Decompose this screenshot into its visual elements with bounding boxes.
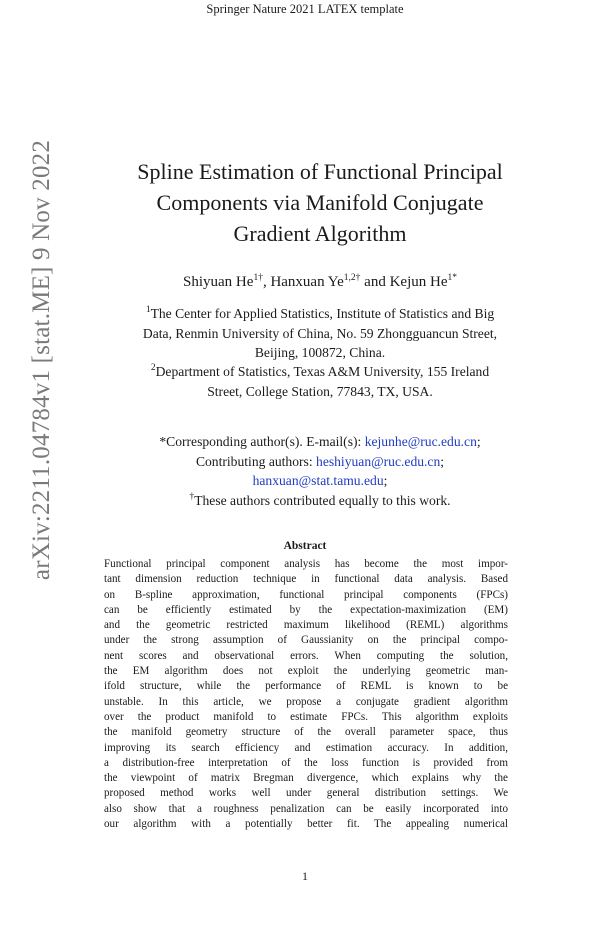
contributing-email-link[interactable]: heshiyuan@ruc.edu.cn bbox=[316, 453, 441, 469]
title-line: Gradient Algorithm bbox=[233, 221, 407, 246]
abstract-line: unstable. In this article, we propose a conjugate gradient algorithm bbox=[104, 695, 508, 708]
equal-contribution-note: These authors contributed equally to this work. bbox=[194, 492, 451, 508]
separator: ; bbox=[383, 473, 388, 488]
paper-title bbox=[80, 156, 560, 249]
abstract-line: improving its search efficiency and estimation accuracy. In addition, bbox=[104, 741, 508, 754]
abstract-line: over the product manifold to estimate FPCs. This algorithm exploits bbox=[104, 710, 508, 723]
corresponding-label: *Corresponding author(s). E-mail(s): bbox=[159, 434, 365, 449]
separator: ; bbox=[440, 453, 445, 469]
abstract-line: and the geometric restricted maximum likelihood (REML) algorithms bbox=[104, 619, 508, 632]
author-list bbox=[80, 272, 560, 292]
contact-block bbox=[80, 432, 560, 510]
abstract-line: under the strong assumption of Gaussianity on the principal compo- bbox=[104, 634, 508, 647]
abstract-line: Functional principal component analysis has become the most impor- bbox=[104, 558, 508, 570]
abstract-heading: Abstract bbox=[283, 540, 327, 552]
author-separator: and bbox=[360, 274, 390, 290]
affiliation-mark: 1 bbox=[145, 305, 151, 315]
affiliation-line: Department of Statistics, Texas A&M University, 155 Ireland bbox=[155, 364, 490, 379]
abstract-line: nent scores and observational errors. When computing the solution, bbox=[104, 649, 508, 662]
author-marks: 1* bbox=[447, 273, 457, 283]
affiliation-line: Data, Renmin University of China, No. 59 Zhongguancun Street, bbox=[142, 325, 498, 341]
author-separator: , bbox=[262, 274, 271, 290]
contributing-label: Contributing authors: bbox=[195, 453, 317, 469]
abstract-line: can be efficiently estimated by the expectation-maximization (EM) bbox=[104, 603, 508, 616]
arxiv-identifier: arXiv:2211.04784v1 [stat.ME] 9 Nov 2022 bbox=[28, 139, 56, 581]
equal-contribution-mark: † bbox=[189, 491, 195, 502]
abstract-line: tant dimension reduction technique in functional data analysis. Based bbox=[104, 573, 508, 586]
author-name: Hanxuan Ye bbox=[270, 274, 344, 290]
abstract-line: the EM algorithm does not exploit the underlying geometric man- bbox=[104, 665, 508, 678]
running-head: Springer Nature 2021 LATEX template bbox=[206, 2, 404, 16]
abstract-line: the manifold geometry structure of the overall parameter space, thus bbox=[104, 726, 508, 739]
title-line: Components via Manifold Conjugate bbox=[156, 190, 484, 215]
affiliation-mark: 2 bbox=[150, 363, 156, 373]
abstract-body bbox=[104, 557, 508, 832]
affiliation-line: Street, College Station, 77843, TX, USA. bbox=[207, 383, 433, 399]
contributing-email-link[interactable]: hanxuan@stat.tamu.edu bbox=[252, 473, 384, 488]
separator: ; bbox=[476, 434, 481, 449]
author-name: Shiyuan He bbox=[183, 274, 254, 290]
author-marks: 1† bbox=[253, 273, 263, 283]
corresponding-email-link[interactable]: kejunhe@ruc.edu.cn bbox=[364, 434, 477, 449]
abstract-line: proposed method works well under general distribution settings. We bbox=[104, 787, 508, 800]
abstract-line: the viewpoint of matrix Bregman divergence, which explains why the bbox=[104, 772, 508, 785]
abstract-line: our algorithm with a potentially better fit. The appealing numerical bbox=[104, 818, 508, 831]
author-name: Kejun He bbox=[389, 274, 448, 290]
author-marks: 1,2† bbox=[343, 273, 361, 283]
title-line: Spline Estimation of Functional Principal bbox=[137, 159, 503, 184]
abstract-line: on B-spline approximation, functional principal components (FPCs) bbox=[104, 588, 508, 601]
affiliation-line: Beijing, 100872, China. bbox=[254, 345, 386, 360]
abstract-line: also show that a roughness penalization can be easily incorporated into bbox=[104, 802, 508, 815]
abstract-line: ifold structure, while the performance of REML is known to be bbox=[104, 680, 508, 693]
page-number: 1 bbox=[302, 869, 308, 883]
affiliation-line: The Center for Applied Statistics, Institute of Statistics and Big bbox=[150, 306, 495, 321]
affiliation-1 bbox=[86, 304, 554, 363]
abstract-line: a distribution-free interpretation of the loss function is provided from bbox=[104, 756, 508, 769]
affiliation-2 bbox=[86, 362, 554, 401]
